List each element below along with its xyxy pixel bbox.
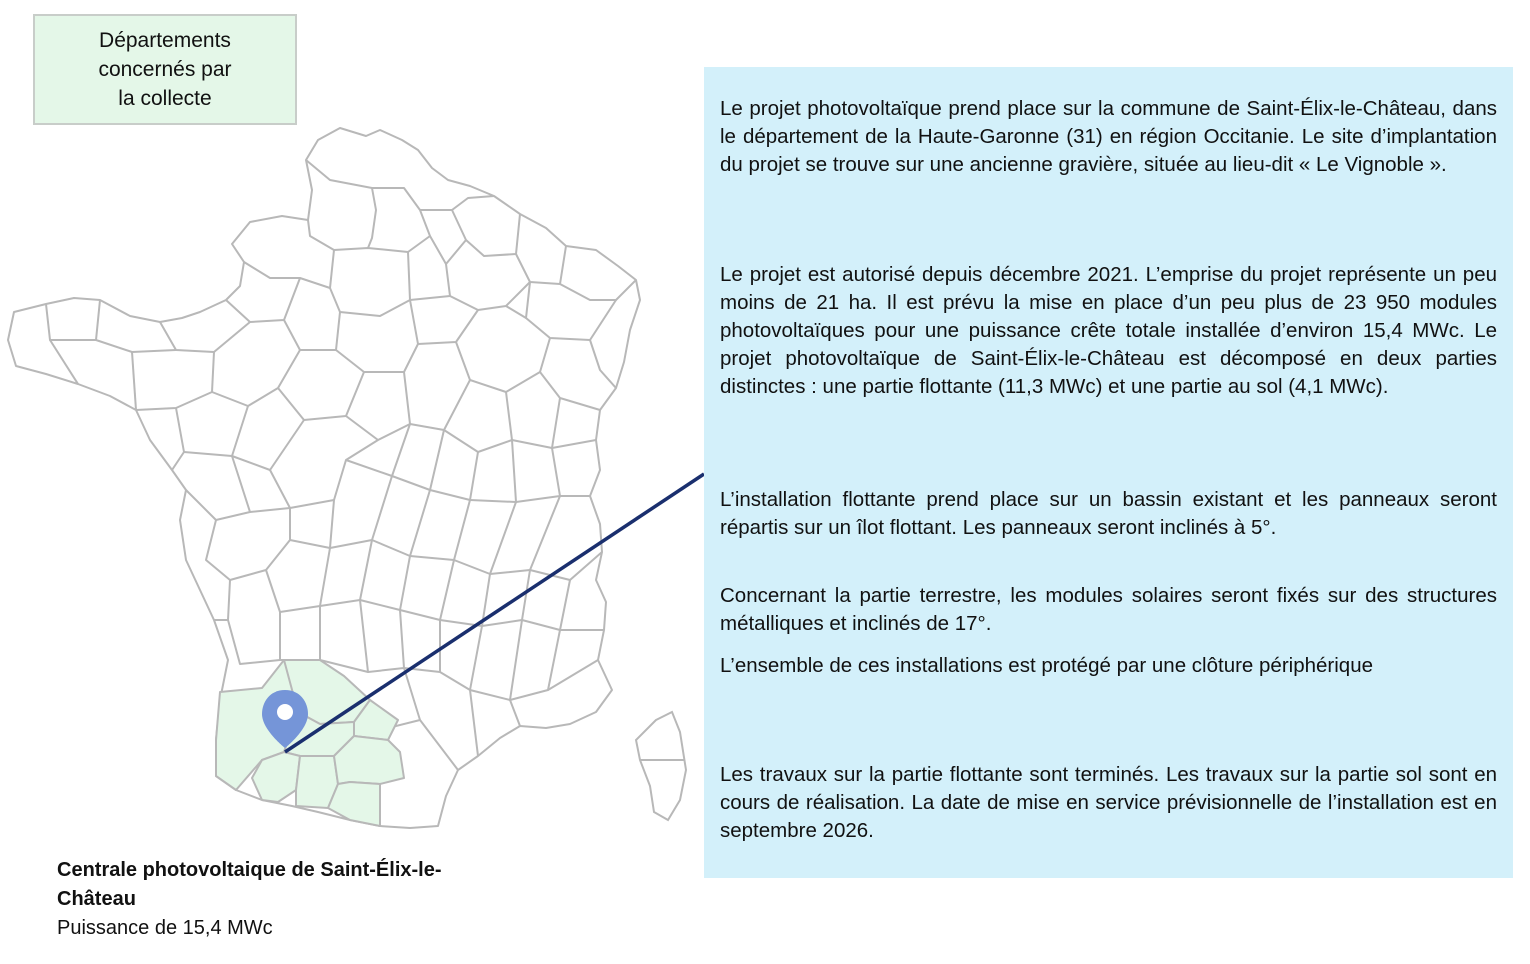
info-panel bbox=[704, 67, 1513, 878]
legend-line: la collecte bbox=[118, 87, 212, 110]
paragraph-project: Le projet est autorisé depuis décembre 2021. L’emprise du projet représente un peu moins de 21 ha. Il est prévu la mise en place d’un peu plus de 23 950 modules photovoltaïques pour une puissance crête totale installée d’environ 15,4 MWc. Le projet photovoltaïque de Saint-Élix-le-Château est décomposé en deux parties distinctes : une partie flottante (11,3 MWc) et une partie au sol (4,1 MWc). bbox=[720, 263, 1497, 398]
plant-title: Centrale photovoltaique de Saint-Élix-le-Château bbox=[57, 859, 442, 910]
legend-text bbox=[98, 26, 231, 113]
legend-line: Départements bbox=[99, 29, 231, 52]
plant-power: Puissance de 15,4 MWc bbox=[57, 917, 273, 939]
department-highlight bbox=[328, 782, 380, 826]
plant-caption bbox=[57, 856, 457, 943]
paragraph-works: Les travaux sur la partie flottante sont terminés. Les travaux sur la partie sol sont en cours de réalisation. La date de mise en service prévisionnelle de l’installation est en septembre 2026. bbox=[720, 763, 1497, 842]
paragraph-location: Le projet photovoltaïque prend place sur la commune de Saint-Élix-le-Château, dans le département de la Haute-Garonne (31) en région Occitanie. Le site d’implantation du projet se trouve sur une ancienne gravière, située au lieu-dit « Le Vignoble ». bbox=[720, 97, 1497, 176]
legend-box bbox=[33, 14, 297, 125]
legend-line: concernés par bbox=[98, 58, 232, 81]
paragraph-floating: L’installation flottante prend place sur un bassin existant et les panneaux seront répartis sur un îlot flottant. Les panneaux seront inclinés à 5°. bbox=[720, 488, 1497, 539]
paragraph-ground: Concernant la partie terrestre, les modules solaires seront fixés sur des structures métalliques et inclinés de 17°. bbox=[720, 584, 1497, 635]
france-departments-map bbox=[0, 120, 700, 840]
corsica bbox=[636, 712, 686, 820]
paragraph-fence: L’ensemble de ces installations est protégé par une clôture périphérique bbox=[720, 654, 1373, 677]
